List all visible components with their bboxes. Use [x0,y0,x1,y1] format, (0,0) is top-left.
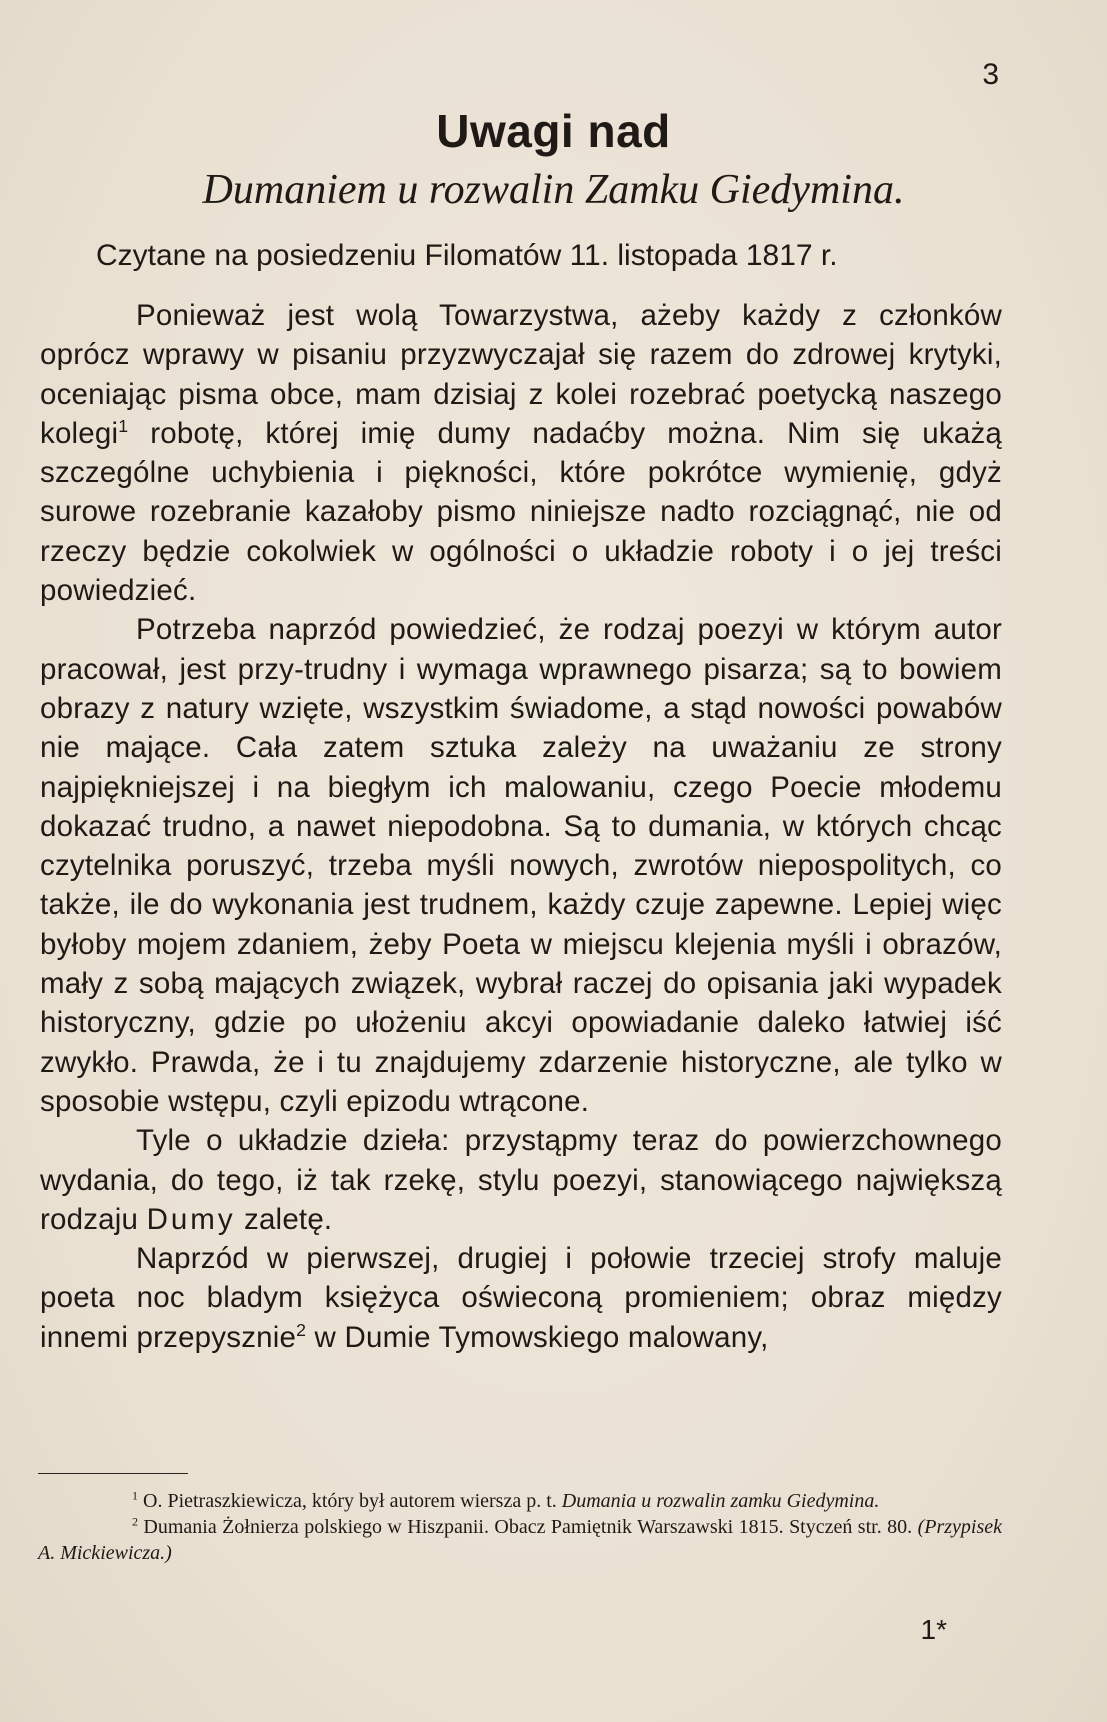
paragraph-4-text-b: w Dumie Tymowskiego malowany, [306,1320,769,1354]
paragraph-1-text-b: robotę, której imię dumy nadaćby można. Nim się ukażą szczególne uchybienia i piękności, które pokrótce wymienię, gdyż surowe rozebranie kazałoby pismo niniejsze nadto rozciągnąć, nie od rzeczy będzie cokolwiek w ogólności o układzie roboty i o jej treści powiedzieć. [40,416,1002,608]
paragraph-3-text-a: Tyle o układzie dzieła: przystąpmy teraz do powierzchownego wydania, do tego, iż tak rzekę, stylu poezyi, stanowiącego największą rodzaju [40,1124,1002,1236]
footnote-1 [38,1488,1002,1514]
paragraph-1-text-a: Ponieważ jest wolą Towarzystwa, ażeby każdy z członków oprócz wprawy w pisaniu przyzwyczajał się razem do zdrowej krytyki, oceniając pisma obce, mam dzisiaj z kolei rozebrać poetycką naszego kolegi [40,299,1002,450]
page-subtitle: Dumaniem u rozwalin Zamku Giedymina. [202,167,905,213]
paragraph-3 [40,1121,1002,1239]
footnote-2-mark: 2 [132,1514,138,1529]
footnote-1-mark: 1 [132,1488,138,1503]
footnote-divider [38,1473,188,1474]
page-number: 3 [982,58,999,91]
paragraph-3-text-b: zaletę. [235,1202,333,1236]
page-title: Uwagi nad [436,105,671,157]
paragraph-2: Potrzeba naprzód powiedzieć, że rodzaj poezyi w którym autor pracował, jest przy-trudny i wymaga wprawnego pisarza; są to bowiem obrazy z natury wzięte, wszystkim świadome, a stąd nowości powabów nie mające. Cała zatem sztuka zależy na uważaniu ze strony najpiękniejszej i na biegłym ich malowaniu, czego Poecie młodemu dokazać trudno, a nawet niepodobna. Są to dumania, w których chcąc czytelnika poruszyć, trzeba myśli nowych, zwrotów niepospolitych, co także, ile do wykonania jest trudnem, każdy czuje zapewne. Lepiej więc byłoby mojem zdaniem, żeby Poeta w miejscu klejenia myśli i obrazów, mały z sobą mających związek, wybrał raczej do opisania jaki wypadek historyczny, gdzie po ułożeniu akcyi opowiadanie daleko łatwiej iść zwykło. Prawda, że i tu znajdujemy zdarzenie historyczne, ale tylko w sposobie wstępu, czyli epizodu wtrącone. [40,613,1002,1118]
reading-note: Czytane na posiedzeniu Filomatów 11. listopada 1817 r. [96,239,838,272]
paragraph-3-spaced-word: Dumy [146,1202,236,1236]
footnote-2-note: (Przypisek A. Mickiewicza.) [38,1516,1002,1564]
body-text [40,296,1002,1357]
footnote-ref-2: 2 [296,1319,307,1340]
footnotes [38,1488,1002,1566]
footnote-2 [38,1514,1002,1566]
footnote-2-text: Dumania Żołnierza polskiego w Hiszpanii. Obacz Pamiętnik Warszawski 1815. Styczeń str. 80. [138,1516,918,1538]
printer-signature-mark: 1* [920,1614,947,1645]
footnote-1-text: O. Pietraszkiewicza, który był autorem wiersza p. t. [138,1490,562,1512]
paragraph-1 [40,296,1002,610]
footnote-1-title: Dumania u rozwalin zamku Giedymina. [561,1490,880,1512]
footnote-ref-1: 1 [118,416,129,437]
paragraph-4 [40,1239,1002,1357]
paragraph-4-text-a: Naprzód w pierwszej, drugiej i połowie trzeciej strofy maluje poeta noc bladym księżyca oświeconą promieniem; obraz między innemi przepysznie [40,1242,1002,1354]
